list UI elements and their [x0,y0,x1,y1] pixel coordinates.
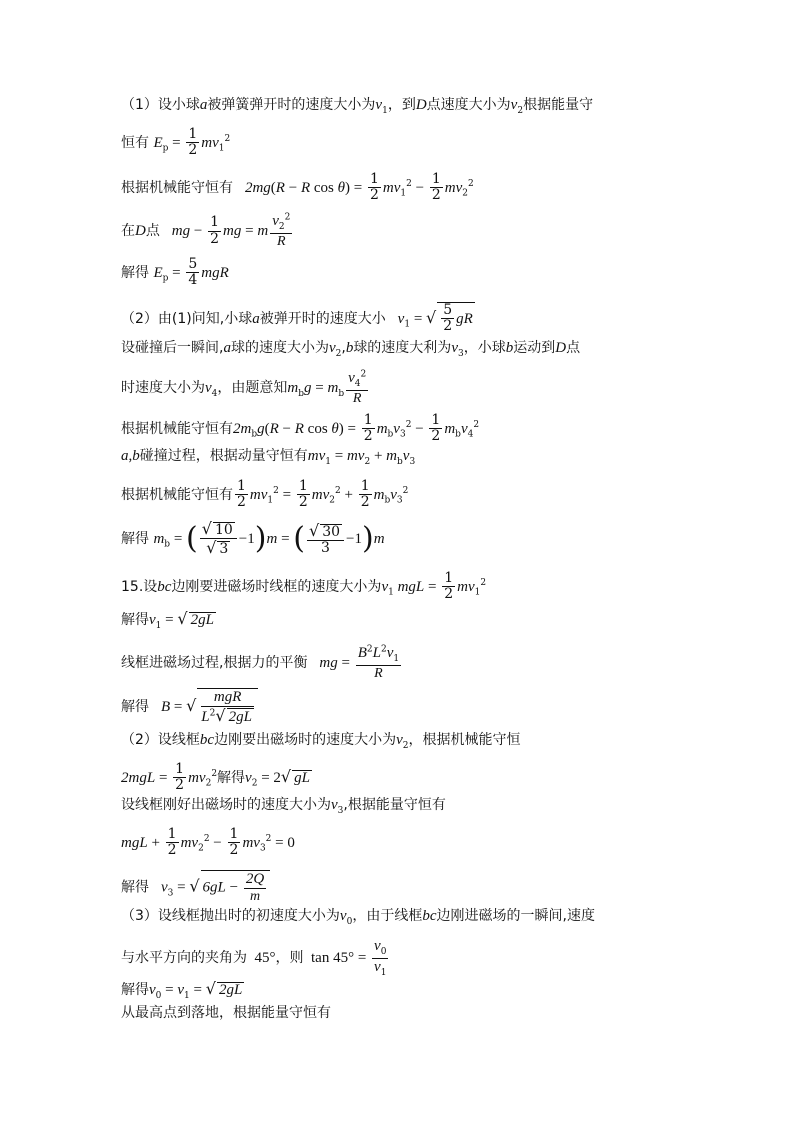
p2-line-3: 时速度大小为$v_4$，由题意知$m_bg = m_b$ $\frac{v_4^2}{R}$ [121,369,367,406]
q15-line-12: 解得$v_0 = v_1$ = √ 2gL [121,979,243,1001]
q15-line-10: （3）设线框抛出时的初速度大小为$v_0$，由于线框bc边刚进磁场的一瞬间,速度 [121,908,595,927]
p2-line-2: 设碰撞后一瞬间,a球的速度大小为$v_2,b$球的速度大利为$v_3$，小球b运动到D点 [121,340,581,359]
q15-line-3: 线框进磁场过程,根据力的平衡 mg = $\frac{B^2L^2v_1}{R}$ [121,644,400,681]
q15-line-1: 15.设bc边刚要进磁场时线框的速度大小为$v_1$ mgL = $\frac{1}{2}$ $mv_1^2$ [121,570,487,603]
p1-line-1: （1）设小球a被弹簧弹开时的速度大小为$v_1$，到D点速度大小为$v_2$根据能量守 [121,97,594,116]
p2-line-1: （2）由(1)问知,小球a被弹开时的速度大小 $v_1$ = √ $\frac{5}{2}$ gR [121,302,473,335]
p2-line-7: 解得 $m_b$ = ( $\frac{√ 10}{√ 3}$ −1)m = ( $\frac{√ 30}{3}$ −1)m [121,519,385,558]
p1-line-2: 恒有 $E_p$ = $\frac{1}{2}$ $mv_1^2$ [121,126,231,159]
q15-line-6: 2mgL = $\frac{1}{2}$ $mv_2^2$解得$v_2 = 2√$ gL [121,761,310,794]
q15-line-9: 解得 $v_3$ = √ 6gL − $\frac{2Q}{m}$ [121,870,270,904]
p2-line-6: 根据机械能守恒有 $\frac{1}{2}$ $mv_1^2$ = $\frac{1}{2}$ $mv_2^2$ + $\frac{1}{2}$ $m_bv_3^2$ [121,478,409,511]
q15-line-5: （2）设线框bc边刚要出磁场时的速度大小为$v_2$，根据机械能守恒 [121,732,521,751]
p1-line-4: 在D点 mg − $\frac{1}{2}$ mg = m $\frac{v_2^2}{R}$ [121,212,291,249]
p2-line-4: 根据机械能守恒有$2m_bg(R - R$ cos θ) = $\frac{1}{2}$ $m_bv_3^2$ − $\frac{1}{2}$ $m_bv_4^2$ [121,412,480,445]
q15-line-8: mgL + $\frac{1}{2}$ $mv_2^2$ − $\frac{1}{2}$ $mv_3^2 = 0$ [121,826,295,859]
q15-line-11: 与水平方向的夹角为 45°，则 tan 45° = $\frac{v_0}{v_1}$ [121,938,387,978]
p1-line-5: 解得 $E_p$ = $\frac{5}{4}$ mgR [121,256,229,289]
q15-line-13: 从最高点到落地，根据能量守恒有 [121,1005,331,1021]
p2-line-5: a,b碰撞过程，根据动量守恒有$mv_1 = mv_2 + m_bv_3$ [121,448,416,467]
q15-line-4: 解得 B = √ $\frac{\text{mgR}}{L^2√ 2gL}$ [121,688,258,725]
q15-line-2: 解得$v_1$ = √ 2gL [121,609,214,631]
p1-line-3: 根据机械能守恒有 2mg(R − R cos θ) = $\frac{1}{2}$ $mv_1^2$ − $\frac{1}{2}$ $mv_2^2$ [121,171,474,204]
q15-line-7: 设线框刚好出磁场时的速度大小为$v_3$,根据能量守恒有 [121,797,446,816]
